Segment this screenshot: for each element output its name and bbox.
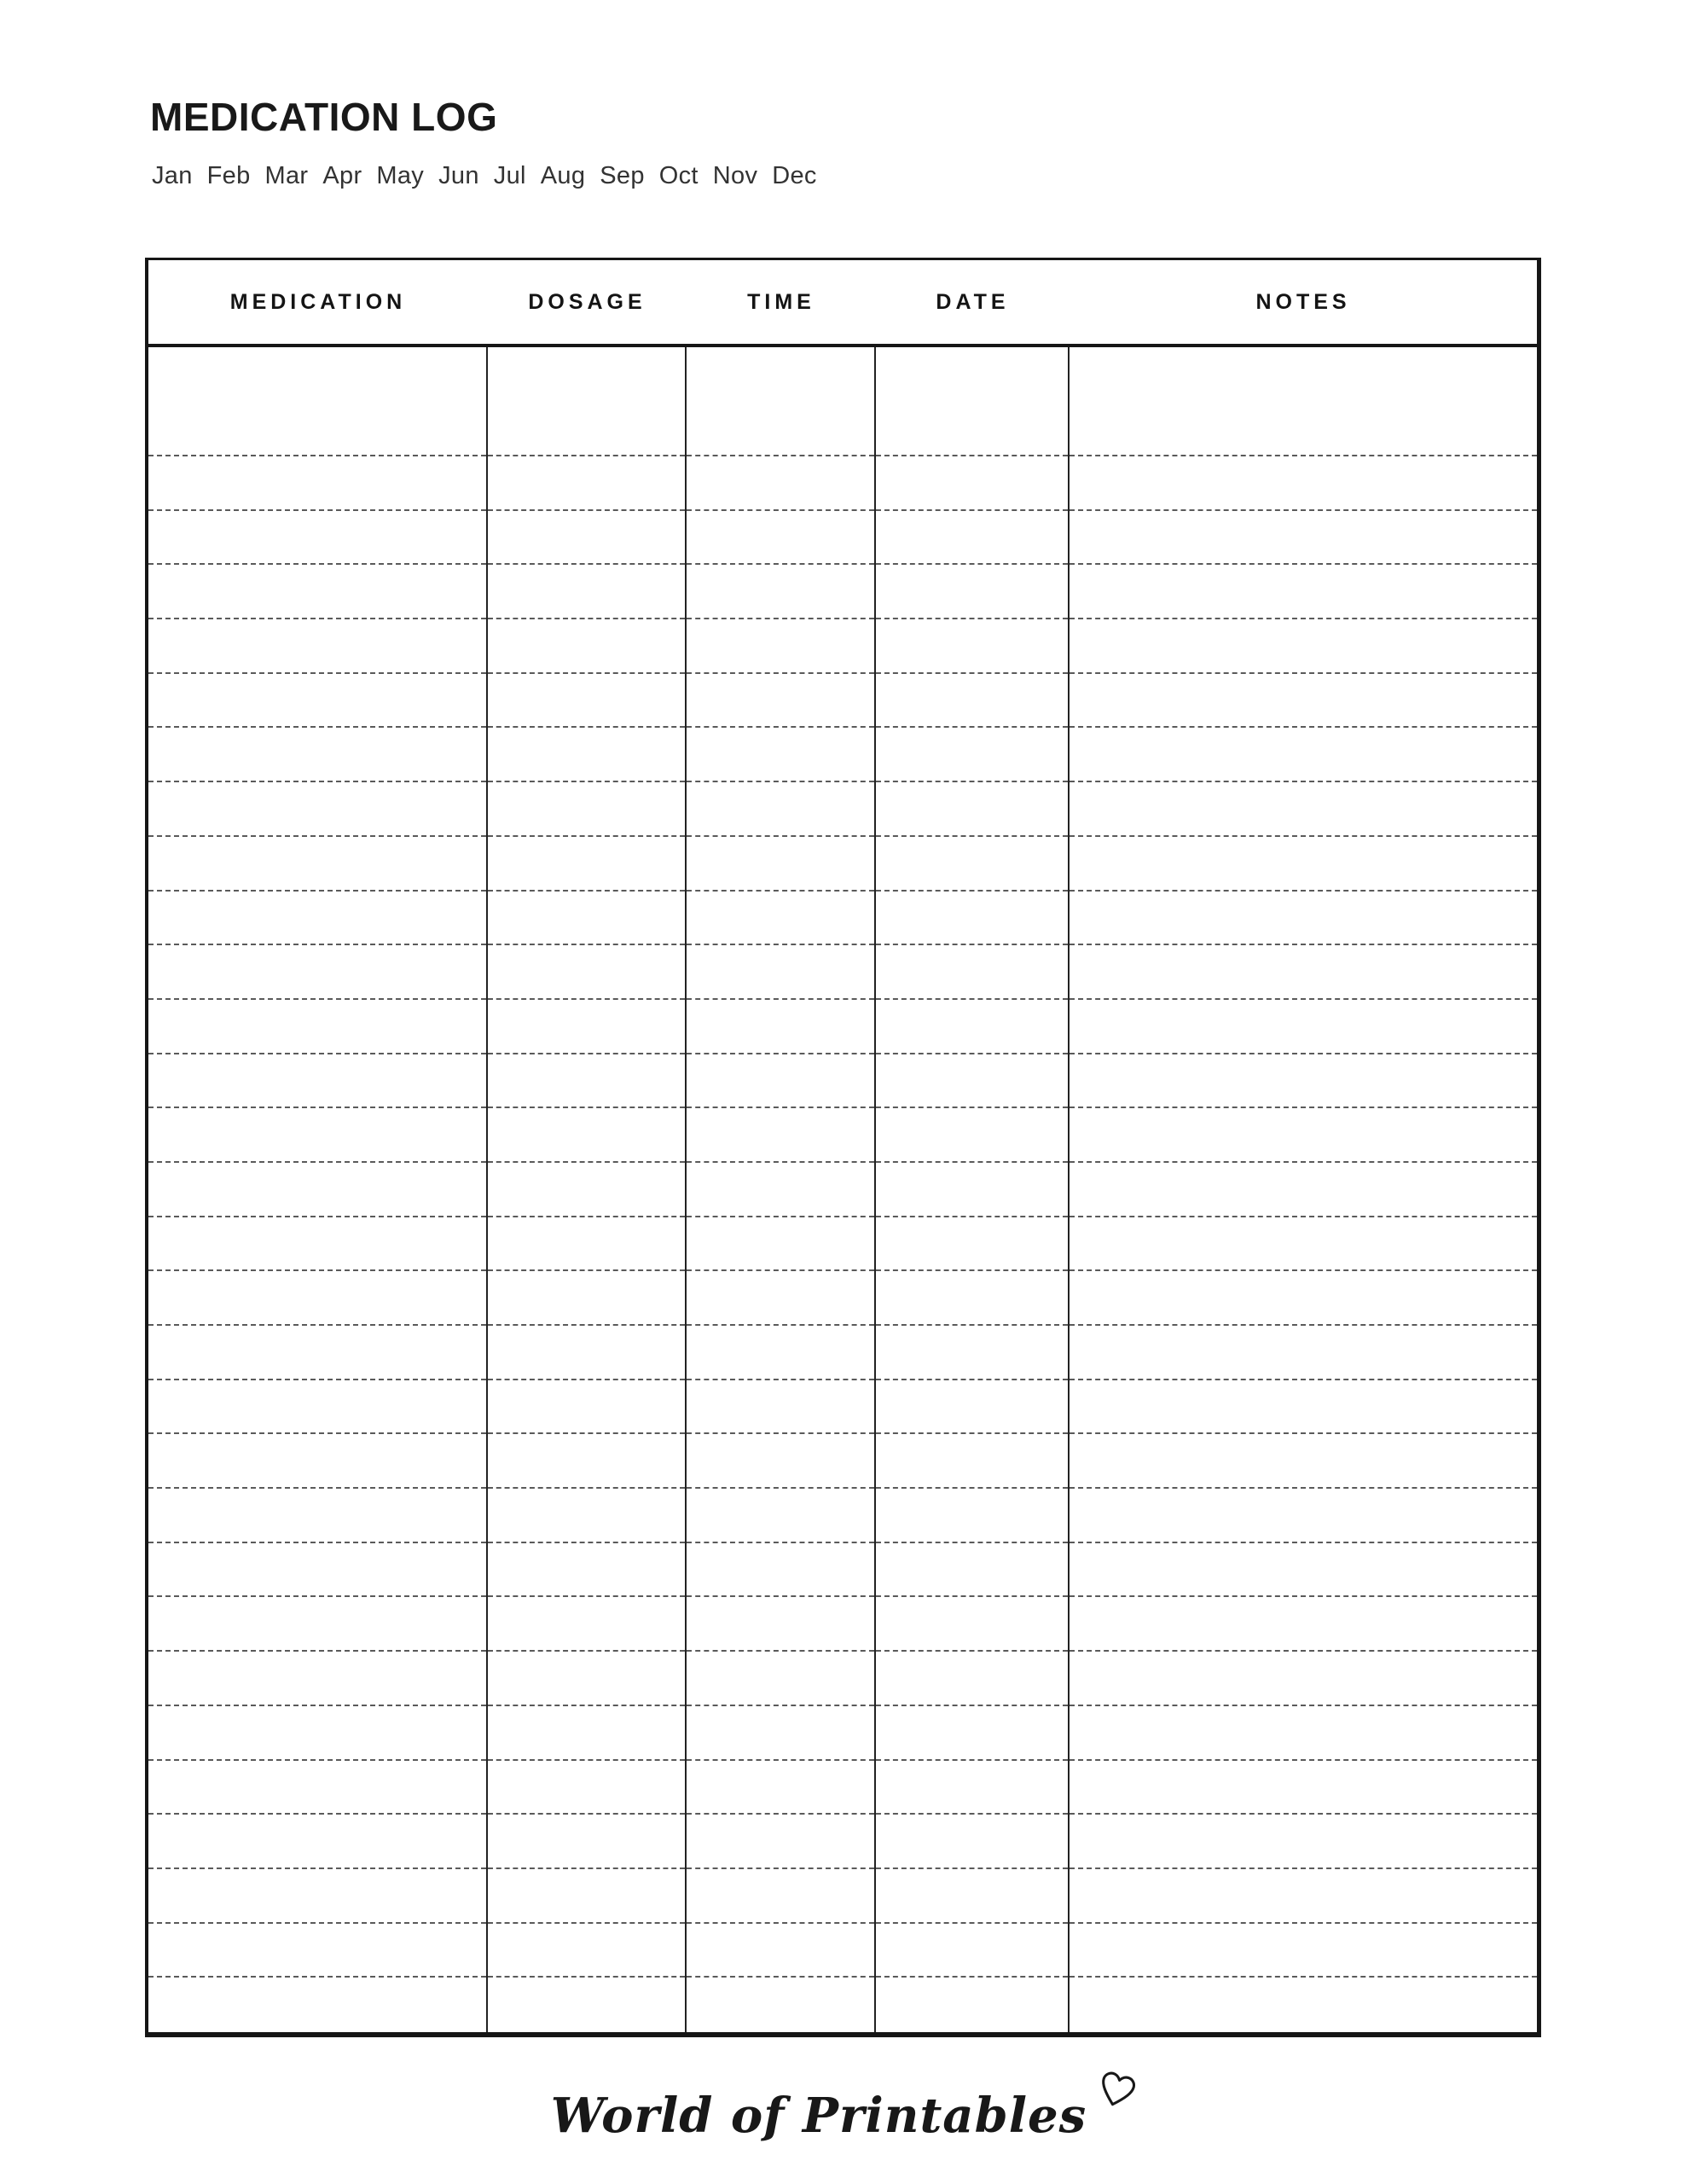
table-cell[interactable] [687, 456, 874, 511]
table-cell[interactable] [488, 892, 685, 946]
table-cell[interactable] [687, 1108, 874, 1163]
table-cell[interactable] [148, 892, 486, 946]
table-cell[interactable] [1070, 1054, 1537, 1109]
table-cell[interactable] [148, 674, 486, 729]
table-cell[interactable] [687, 945, 874, 1000]
table-cell[interactable] [1070, 1489, 1537, 1543]
table-cell[interactable] [148, 1163, 486, 1217]
table-cell[interactable] [876, 1815, 1068, 1869]
table-cell[interactable] [488, 1706, 685, 1761]
table-cell[interactable] [687, 1761, 874, 1815]
month-label: Sep [600, 162, 645, 189]
month-label: Jul [493, 162, 526, 189]
table-cell[interactable] [876, 1217, 1068, 1272]
table-cell[interactable] [1070, 1000, 1537, 1054]
column-header-notes: NOTES [1255, 289, 1351, 314]
table-cell[interactable] [687, 1380, 874, 1435]
table-cell[interactable] [488, 1000, 685, 1054]
table-cell[interactable] [1070, 674, 1537, 729]
table-cell[interactable] [1070, 619, 1537, 674]
table-cell[interactable] [876, 892, 1068, 946]
table-cell[interactable] [148, 1815, 486, 1869]
table-cell[interactable] [148, 1652, 486, 1706]
world-of-printables-logo: World of Printables [550, 2088, 1087, 2144]
table-body [148, 347, 1537, 2032]
table-cell[interactable] [148, 1761, 486, 1815]
month-label: Nov [712, 162, 758, 189]
table-cell[interactable] [687, 837, 874, 892]
table-cell[interactable] [876, 1326, 1068, 1380]
table-cell[interactable] [1070, 837, 1537, 892]
table-cell[interactable] [1070, 945, 1537, 1000]
heart-icon [1093, 2067, 1141, 2116]
month-label: Feb [206, 162, 251, 189]
table-cell[interactable] [876, 1054, 1068, 1109]
table-cell[interactable] [1070, 1706, 1537, 1761]
table-cell[interactable] [687, 892, 874, 946]
table-cell[interactable] [687, 1543, 874, 1598]
months-row [152, 164, 817, 189]
table-cell[interactable] [148, 1924, 486, 1978]
table-cell[interactable] [488, 674, 685, 729]
footer [0, 2071, 1687, 2144]
table-cell[interactable] [1070, 1163, 1537, 1217]
table-cell[interactable] [488, 1815, 685, 1869]
table-cell[interactable] [488, 511, 685, 566]
table-cell[interactable] [876, 1652, 1068, 1706]
table-cell[interactable] [687, 1163, 874, 1217]
table-column-dosage [488, 347, 687, 2032]
table-cell[interactable] [687, 1054, 874, 1109]
table-cell[interactable] [148, 1543, 486, 1598]
table-cell[interactable] [1070, 1380, 1537, 1435]
table-cell[interactable] [488, 1434, 685, 1489]
month-label: Aug [540, 162, 586, 189]
table-cell[interactable] [488, 1597, 685, 1652]
table-cell[interactable] [876, 1271, 1068, 1326]
table-cell[interactable] [1070, 1815, 1537, 1869]
month-label: May [376, 162, 425, 189]
table-cell[interactable] [687, 347, 874, 456]
table-cell[interactable] [488, 1761, 685, 1815]
table-cell[interactable] [1070, 1108, 1537, 1163]
table-cell[interactable] [876, 565, 1068, 619]
table-cell[interactable] [1070, 456, 1537, 511]
table-cell[interactable] [876, 1543, 1068, 1598]
table-cell[interactable] [488, 728, 685, 782]
table-cell[interactable] [876, 674, 1068, 729]
table-cell[interactable] [876, 728, 1068, 782]
table-cell[interactable] [687, 1869, 874, 1924]
month-label: Dec [772, 162, 817, 189]
table-cell[interactable] [488, 565, 685, 619]
table-cell[interactable] [687, 619, 874, 674]
table-cell[interactable] [687, 782, 874, 837]
table-column-time [687, 347, 876, 2032]
table-cell[interactable] [687, 1217, 874, 1272]
column-header-medication: MEDICATION [229, 289, 407, 314]
table-cell[interactable] [876, 1163, 1068, 1217]
table-cell[interactable] [876, 347, 1068, 456]
table-cell[interactable] [148, 1434, 486, 1489]
table-cell[interactable] [488, 1869, 685, 1924]
table-cell[interactable] [488, 456, 685, 511]
table-cell[interactable] [876, 1924, 1068, 1978]
table-cell[interactable] [488, 1163, 685, 1217]
table-cell[interactable] [1070, 1326, 1537, 1380]
page-title: MEDICATION LOG [150, 95, 498, 139]
table-cell[interactable] [488, 1380, 685, 1435]
table-cell[interactable] [488, 782, 685, 837]
table-cell[interactable] [1070, 728, 1537, 782]
table-cell[interactable] [1070, 1761, 1537, 1815]
table-cell[interactable] [876, 1108, 1068, 1163]
table-cell[interactable] [687, 674, 874, 729]
table-cell[interactable] [1070, 347, 1537, 456]
table-cell[interactable] [876, 456, 1068, 511]
table-cell[interactable] [488, 837, 685, 892]
table-cell[interactable] [488, 1054, 685, 1109]
table-header-row [148, 260, 1537, 347]
table-cell[interactable] [876, 511, 1068, 566]
table-cell[interactable] [148, 782, 486, 837]
table-cell[interactable] [876, 1978, 1068, 2032]
table-cell[interactable] [687, 728, 874, 782]
table-cell[interactable] [1070, 1597, 1537, 1652]
table-cell[interactable] [488, 1326, 685, 1380]
table-cell[interactable] [876, 1489, 1068, 1543]
table-cell[interactable] [1070, 892, 1537, 946]
table-cell[interactable] [876, 1597, 1068, 1652]
table-cell[interactable] [687, 1815, 874, 1869]
table-cell[interactable] [148, 565, 486, 619]
table-cell[interactable] [1070, 782, 1537, 837]
table-cell[interactable] [687, 1978, 874, 2032]
table-cell[interactable] [876, 837, 1068, 892]
table-cell[interactable] [148, 619, 486, 674]
table-cell[interactable] [148, 1489, 486, 1543]
table-cell[interactable] [488, 1924, 685, 1978]
table-cell[interactable] [1070, 511, 1537, 566]
table-cell[interactable] [148, 728, 486, 782]
table-cell[interactable] [148, 1054, 486, 1109]
table-cell[interactable] [148, 837, 486, 892]
table-cell[interactable] [148, 1108, 486, 1163]
column-header-dosage: DOSAGE [528, 289, 646, 314]
table-cell[interactable] [687, 511, 874, 566]
table-cell[interactable] [488, 1271, 685, 1326]
table-cell[interactable] [1070, 1271, 1537, 1326]
table-cell[interactable] [876, 1869, 1068, 1924]
table-cell[interactable] [1070, 1217, 1537, 1272]
table-cell[interactable] [148, 1000, 486, 1054]
table-cell[interactable] [687, 1489, 874, 1543]
table-cell[interactable] [876, 1706, 1068, 1761]
table-cell[interactable] [1070, 1652, 1537, 1706]
table-cell[interactable] [687, 1924, 874, 1978]
table-cell[interactable] [148, 511, 486, 566]
table-cell[interactable] [876, 945, 1068, 1000]
table-cell[interactable] [148, 1978, 486, 2032]
table-cell[interactable] [1070, 1543, 1537, 1598]
table-cell[interactable] [488, 1489, 685, 1543]
table-cell[interactable] [687, 1652, 874, 1706]
column-header-time: TIME [747, 289, 815, 314]
table-cell[interactable] [148, 1706, 486, 1761]
table-cell[interactable] [488, 1978, 685, 2032]
table-cell[interactable] [148, 347, 486, 456]
table-cell[interactable] [687, 1706, 874, 1761]
table-cell[interactable] [876, 782, 1068, 837]
table-cell[interactable] [1070, 1434, 1537, 1489]
month-label: Oct [658, 162, 699, 189]
table-cell[interactable] [876, 1761, 1068, 1815]
table-cell[interactable] [148, 1597, 486, 1652]
table-column-date [876, 347, 1070, 2032]
table-cell[interactable] [488, 1108, 685, 1163]
month-label: Apr [322, 162, 362, 189]
table-cell[interactable] [488, 347, 685, 456]
table-cell[interactable] [1070, 1924, 1537, 1978]
table-cell[interactable] [687, 1434, 874, 1489]
month-label: Jan [152, 162, 193, 189]
month-label: Mar [264, 162, 309, 189]
table-cell[interactable] [876, 619, 1068, 674]
table-cell[interactable] [687, 1326, 874, 1380]
table-cell[interactable] [488, 945, 685, 1000]
table-cell[interactable] [1070, 1869, 1537, 1924]
table-cell[interactable] [687, 1597, 874, 1652]
table-column-notes [1070, 347, 1537, 2032]
table-cell[interactable] [148, 945, 486, 1000]
table-cell[interactable] [488, 1543, 685, 1598]
table-cell[interactable] [148, 1271, 486, 1326]
table-cell[interactable] [148, 456, 486, 511]
month-label: Jun [438, 162, 479, 189]
medication-log-table [145, 258, 1541, 2037]
table-cell[interactable] [876, 1380, 1068, 1435]
table-cell[interactable] [488, 1217, 685, 1272]
column-header-date: DATE [936, 289, 1010, 314]
table-cell[interactable] [488, 1652, 685, 1706]
table-cell[interactable] [687, 1000, 874, 1054]
table-cell[interactable] [876, 1000, 1068, 1054]
table-cell[interactable] [148, 1380, 486, 1435]
table-cell[interactable] [148, 1326, 486, 1380]
table-cell[interactable] [687, 1271, 874, 1326]
table-cell[interactable] [148, 1869, 486, 1924]
table-cell[interactable] [488, 619, 685, 674]
table-column-medication [148, 347, 488, 2032]
table-cell[interactable] [876, 1434, 1068, 1489]
table-cell[interactable] [687, 565, 874, 619]
table-cell[interactable] [148, 1217, 486, 1272]
table-cell[interactable] [1070, 565, 1537, 619]
table-cell[interactable] [1070, 1978, 1537, 2032]
